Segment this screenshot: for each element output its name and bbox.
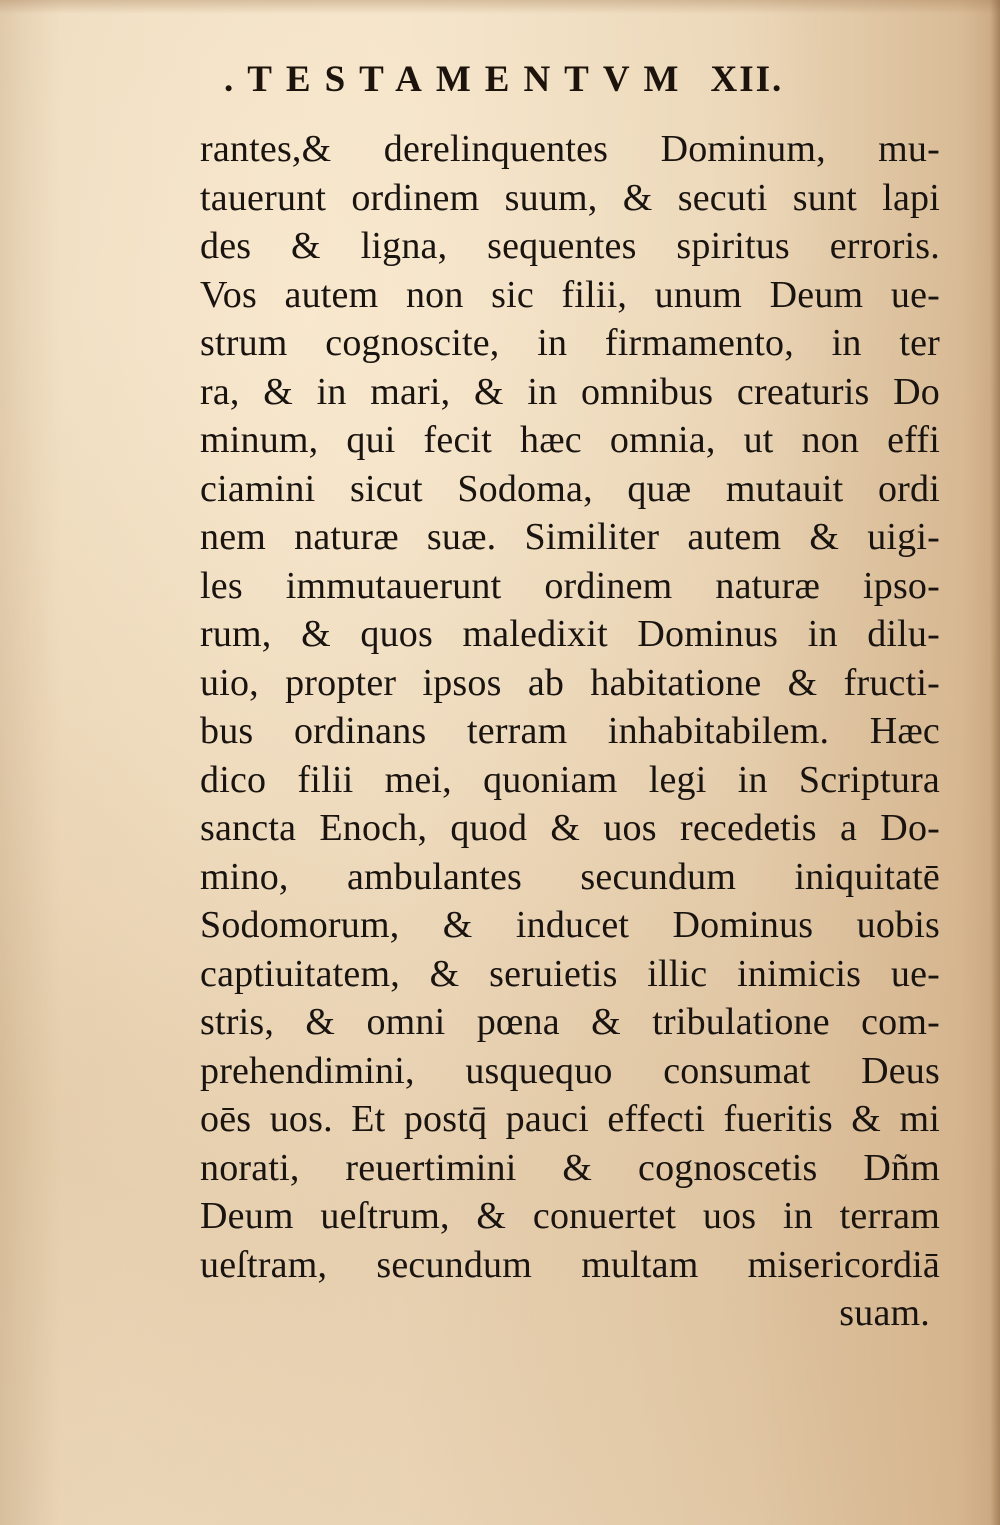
text-line: stris, & omni pœna & tribulatione com- [200,1001,940,1043]
text-line: rum, & quos maledixit Dominus in dilu- [200,613,940,655]
running-head [224,58,884,101]
text-line: strum cognoscite, in firmamento, in ter [200,322,940,364]
text-line: Vos autem non sic filii, unum Deum ue- [200,273,940,316]
text-line: captiuitatem, & seruietis illic inimicis ue- [200,952,940,995]
text-line: bus ordinans terram inhabitabilem. Hæc [200,710,940,752]
text-line: ciamini sicut Sodoma, quæ mutauit ordi [200,467,940,510]
body-text [200,125,940,1338]
page-edge-top [0,0,1000,14]
text-line: nem naturæ suæ. Similiter autem & uigi- [200,516,940,558]
text-line: minum, qui fecit hæc omnia, ut non effi [200,419,940,461]
text-line: Sodomorum, & inducet Dominus uobis [200,904,940,946]
running-head-title: .TESTAMENTVM [224,59,693,100]
text-line: les immutauerunt ordinem naturæ ipso- [200,564,940,607]
text-line: mino, ambulantes secundum iniquitatē [200,855,940,898]
page-edge-right [990,0,1000,1525]
text-line: ra, & in mari, & in omnibus creaturis Do [200,370,940,413]
text-line: rantes,& derelinquentes Dominum, mu- [200,128,940,170]
folio-number: XII. [710,59,784,100]
text-line: ueſtram, secundum multam misericordiā [200,1243,940,1286]
text-line: oēs uos. Et postq̄ pauci effecti fueritis & mi [200,1098,940,1140]
text-line: uio, propter ipsos ab habitatione & fructi- [200,661,940,704]
text-line: norati, reuertimini & cognoscetis Dñm [200,1146,940,1189]
text-line: tauerunt ordinem suum, & secuti sunt lapi [200,176,940,219]
text-line: sancta Enoch, quod & uos recedetis a Do- [200,807,940,849]
text-line: des & ligna, sequentes spiritus erroris. [200,225,940,267]
text-line: prehendimini, usquequo consumat Deus [200,1049,940,1092]
text-line: Deum ueſtrum, & conuertet uos in terram [200,1195,940,1237]
text-line-final: suam. [839,1292,930,1334]
text-line: dico filii mei, quoniam legi in Scriptura [200,758,940,801]
